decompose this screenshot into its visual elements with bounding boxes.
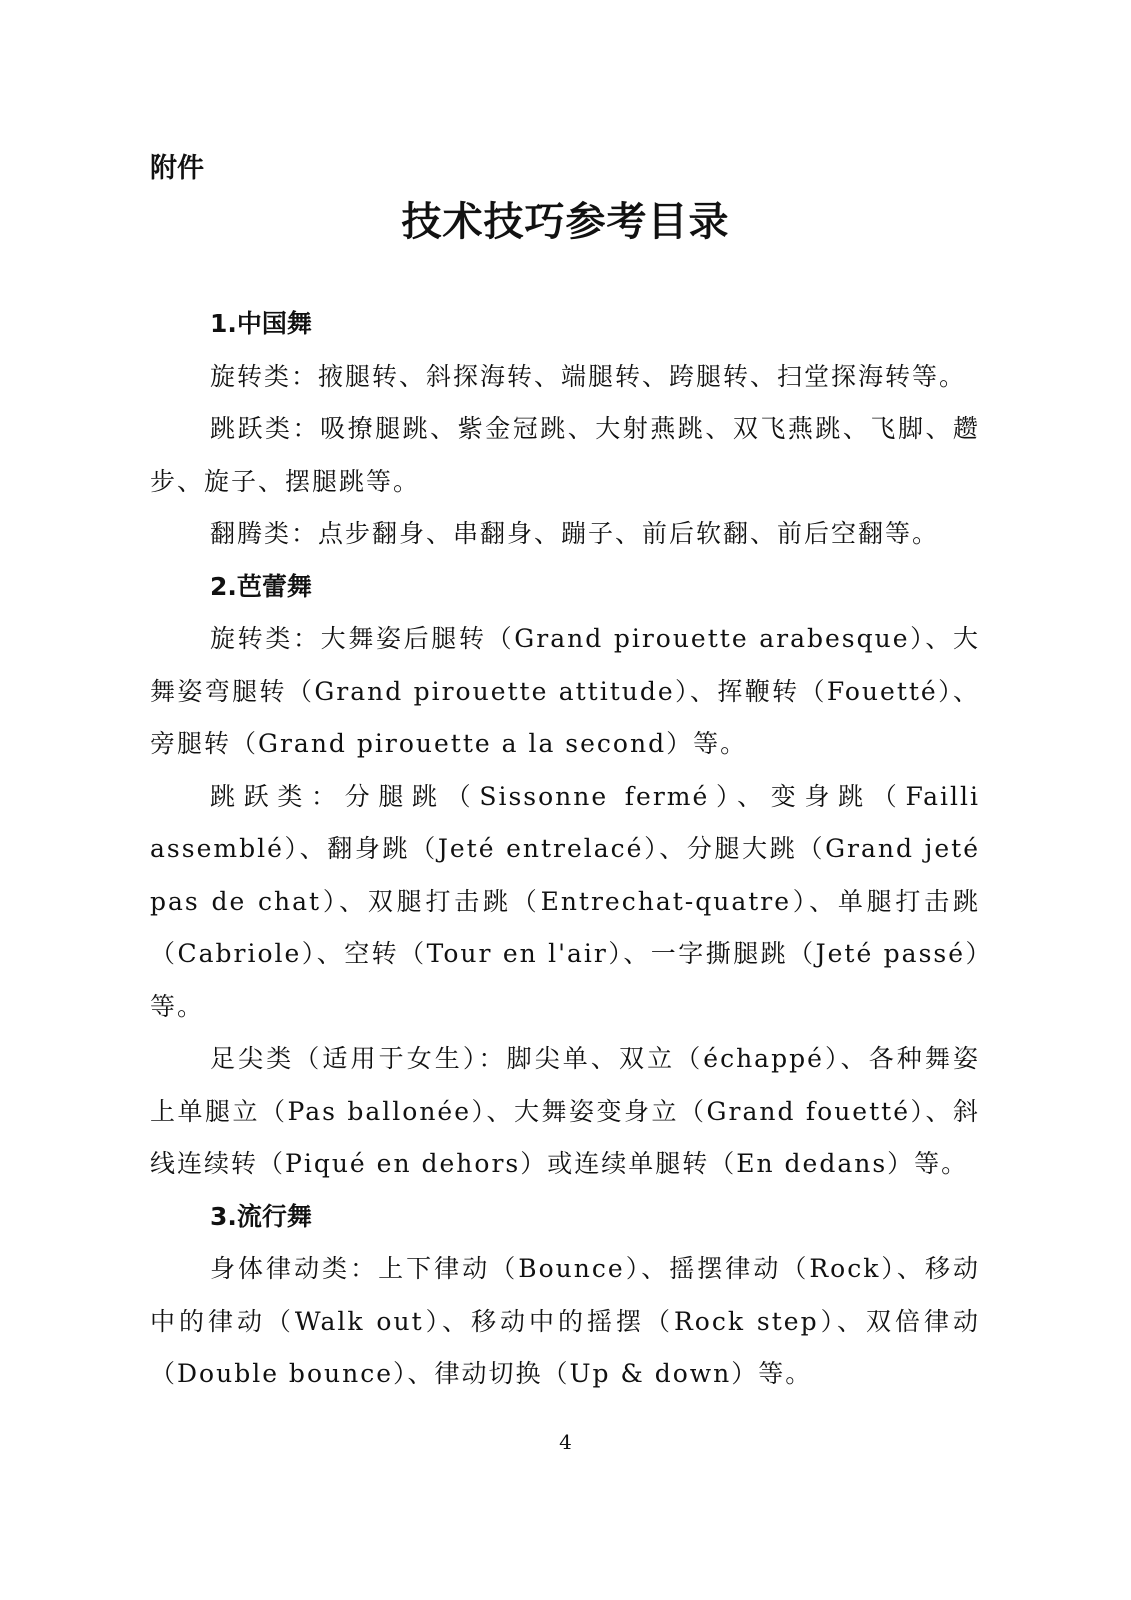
category-label: 跳跃类： (210, 781, 345, 811)
category-label: 翻腾类： (210, 519, 319, 548)
paragraph-jump (150, 771, 980, 1034)
page-title: 技术技巧参考目录 (401, 199, 730, 245)
paragraph-groove (150, 1243, 980, 1401)
page-number: 4 (559, 1430, 572, 1454)
category-label: 足尖类（适用于女生）： (210, 1044, 507, 1073)
paragraph-text: 大舞姿后腿转（Grand pirouette arabesque）、大舞姿弯腿转（Grand pirouette attitude）、挥鞭转（Fouetté）、旁腿转（Grand pirouette a la second）等。 (150, 624, 980, 758)
document-body (150, 298, 980, 1401)
attachment-label: 附件 (150, 153, 204, 184)
paragraph-text: 分腿跳（Sissonne fermé）、变身跳（Failli assemblé）、翻身跳（Jeté entrelacé）、分腿大跳（Grand jeté pas de chat）、双腿打击跳（Entrechat-quatre）、单腿打击跳（Cabriole）、空转（Tour en l'air）、一字撕腿跳（Jeté passé）等。 (150, 781, 980, 1021)
paragraph-rotation (150, 351, 980, 404)
paragraph-text: 上下律动（Bounce）、摇摆律动（Rock）、移动中的律动（Walk out）、移动中的摇摆（Rock step）、双倍律动（Double bounce）、律动切换（Up & down）等。 (150, 1254, 980, 1388)
category-label: 旋转类： (210, 624, 321, 653)
section-heading-ballet: 2.芭蕾舞 (210, 571, 312, 601)
paragraph-text: 掖腿转、斜探海转、端腿转、跨腿转、扫堂探海转等。 (318, 361, 967, 391)
paragraph-text: 吸撩腿跳、紫金冠跳、大射燕跳、双飞燕跳、飞脚、趱步、旋子、摆腿跳等。 (150, 414, 980, 496)
paragraph-tumbling (150, 508, 980, 561)
paragraph-rotation (150, 613, 980, 771)
category-label: 身体律动类： (210, 1254, 379, 1283)
section-heading-chinese-dance: 1.中国舞 (210, 309, 312, 338)
paragraph-jump (150, 403, 980, 508)
section-heading-pop-dance: 3.流行舞 (210, 1201, 312, 1231)
paragraph-text: 点步翻身、串翻身、蹦子、前后软翻、前后空翻等。 (318, 519, 940, 548)
category-label: 旋转类： (210, 361, 319, 391)
paragraph-pointe (150, 1033, 980, 1191)
paragraph-text: 脚尖单、双立（échappé）、各种舞姿上单腿立（Pas ballonée）、大舞姿变身立（Grand fouetté）、斜线连续转（Piqué en dehors）或连续单腿转（En dedans）等。 (150, 1044, 980, 1178)
category-label: 跳跃类： (210, 414, 321, 443)
